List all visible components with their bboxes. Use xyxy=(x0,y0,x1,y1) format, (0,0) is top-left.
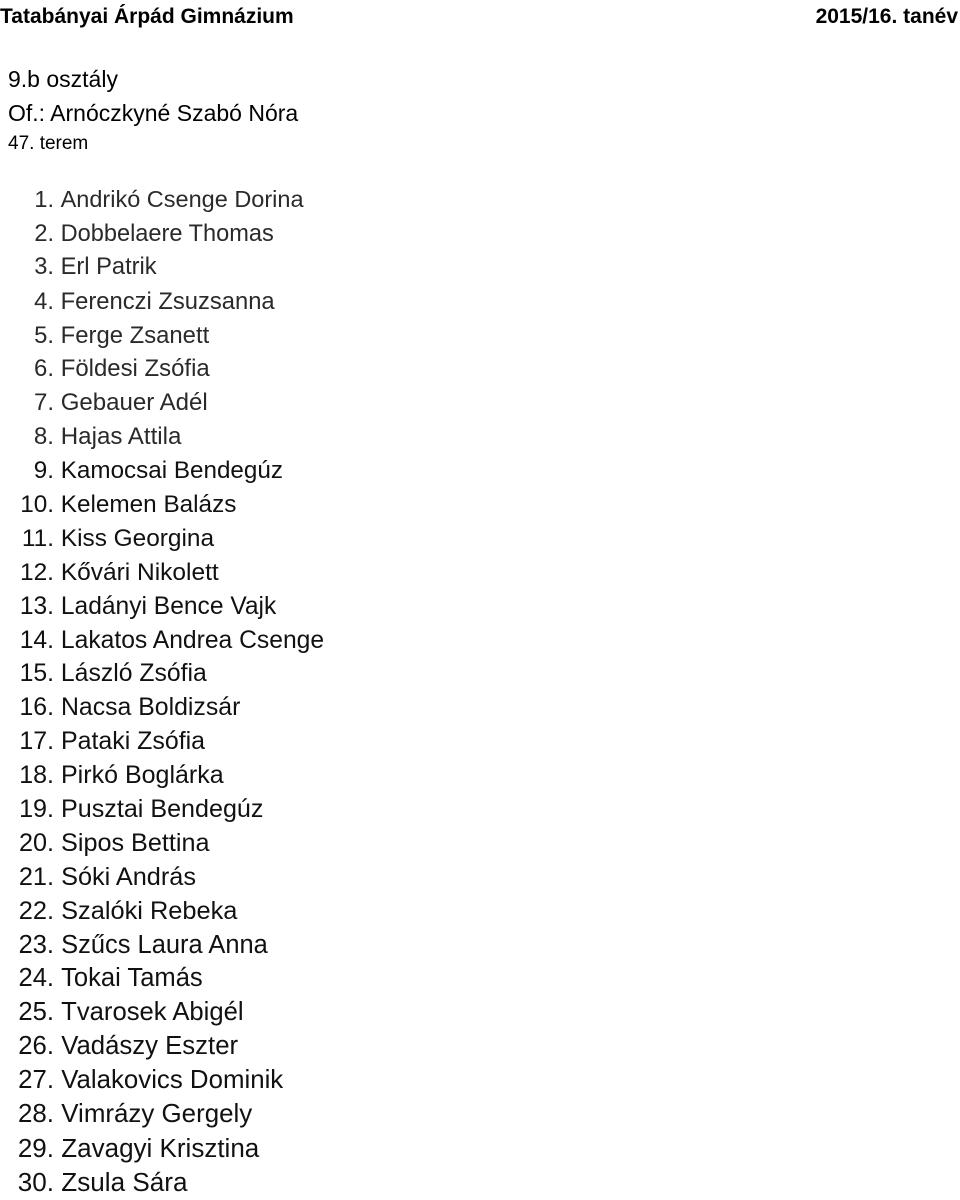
student-number: 21. xyxy=(18,862,54,891)
student-row xyxy=(8,691,324,725)
student-row xyxy=(8,929,324,963)
student-name: Dobbelaere Thomas xyxy=(60,219,274,246)
student-number: 10. xyxy=(20,491,54,519)
student-number: 12. xyxy=(19,558,54,586)
student-row xyxy=(8,386,324,420)
student-name: Zavagyi Krisztina xyxy=(61,1132,260,1163)
student-row xyxy=(8,420,324,454)
class-teacher: Of.: Arnóczkyné Szabó Nóra xyxy=(8,100,299,126)
student-name: Ferenczi Zsuzsanna xyxy=(60,287,275,315)
student-name: Vadászy Eszter xyxy=(61,1032,239,1061)
student-name: Sóki András xyxy=(61,862,196,891)
student-row xyxy=(8,657,324,691)
student-row xyxy=(8,861,324,895)
student-name: Vimrázy Gergely xyxy=(61,1100,253,1129)
student-row xyxy=(8,183,324,217)
student-name: Ladányi Bence Vajk xyxy=(60,592,277,620)
student-row xyxy=(8,556,324,590)
student-name: Kővári Nikolett xyxy=(60,558,219,586)
student-row xyxy=(8,996,324,1030)
student-name: Tvarosek Abigél xyxy=(61,998,244,1027)
student-list xyxy=(8,183,324,1200)
student-number: 16. xyxy=(19,694,54,722)
student-name: Tokai Tamás xyxy=(61,964,203,993)
student-row xyxy=(8,1098,324,1132)
student-number: 28. xyxy=(17,1100,54,1129)
student-row xyxy=(8,1132,324,1166)
student-name: Zsula Sára xyxy=(61,1166,188,1197)
student-number: 14. xyxy=(19,626,54,654)
student-number: 22. xyxy=(18,896,54,925)
student-number: 3. xyxy=(34,253,54,280)
student-row xyxy=(8,793,324,827)
class-info xyxy=(8,62,298,158)
student-name: Pusztai Bendegúz xyxy=(61,795,264,824)
student-number: 25. xyxy=(18,998,54,1027)
student-name: Andrikó Csenge Dorina xyxy=(60,186,304,212)
student-number: 7. xyxy=(33,389,54,417)
student-row xyxy=(8,352,324,386)
student-number: 6. xyxy=(34,355,54,383)
student-row xyxy=(8,759,324,793)
student-row xyxy=(8,251,324,285)
student-row xyxy=(8,1166,324,1200)
student-row xyxy=(8,1064,324,1098)
student-name: Kelemen Balázs xyxy=(60,491,237,519)
student-number: 29. xyxy=(17,1132,54,1163)
student-row xyxy=(8,488,324,522)
student-number: 19. xyxy=(19,795,54,824)
student-number: 1. xyxy=(34,186,54,212)
student-row xyxy=(8,725,324,759)
student-name: Erl Patrik xyxy=(60,253,157,280)
student-row xyxy=(8,217,324,251)
school-year: 2015/16. tanév xyxy=(815,5,958,28)
page-header xyxy=(0,4,958,30)
student-name: Kiss Georgina xyxy=(60,524,215,552)
student-name: Ferge Zsanett xyxy=(60,321,210,349)
student-number: 15. xyxy=(19,660,54,688)
student-row xyxy=(8,962,324,996)
student-name: Hajas Attila xyxy=(60,423,182,451)
student-number: 26. xyxy=(18,1032,54,1061)
student-number: 18. xyxy=(19,761,54,790)
student-row xyxy=(8,895,324,929)
student-name: Kamocsai Bendegúz xyxy=(60,457,283,485)
student-number: 27. xyxy=(18,1066,54,1095)
student-number: 13. xyxy=(19,592,54,620)
student-name: László Zsófia xyxy=(60,660,207,688)
student-name: Szűcs Laura Anna xyxy=(61,930,268,959)
student-number: 8. xyxy=(33,423,54,451)
student-number: 30. xyxy=(17,1166,54,1197)
student-number: 5. xyxy=(34,321,54,349)
class-room: 47. terem xyxy=(8,133,89,154)
student-row xyxy=(8,454,324,488)
student-row xyxy=(8,590,324,624)
student-name: Lakatos Andrea Csenge xyxy=(60,626,325,654)
student-name: Valakovics Dominik xyxy=(61,1066,284,1095)
student-number: 20. xyxy=(18,828,54,857)
student-number: 23. xyxy=(18,930,54,959)
student-row xyxy=(8,624,324,658)
student-name: Gebauer Adél xyxy=(60,389,208,417)
student-number: 11. xyxy=(21,524,54,552)
student-name: Sipos Bettina xyxy=(61,828,210,857)
school-name: Tatabányai Árpád Gimnázium xyxy=(0,5,294,28)
class-name: 9.b osztály xyxy=(8,66,118,92)
student-number: 9. xyxy=(33,457,54,485)
student-number: 4. xyxy=(34,287,54,315)
student-name: Pirkó Boglárka xyxy=(61,761,224,790)
student-name: Pataki Zsófia xyxy=(60,727,206,756)
student-row xyxy=(8,827,324,861)
student-name: Szalóki Rebeka xyxy=(61,896,238,925)
student-number: 2. xyxy=(34,219,54,246)
student-row xyxy=(8,1030,324,1064)
student-row xyxy=(8,285,324,319)
student-row xyxy=(8,319,324,353)
student-number: 17. xyxy=(19,727,54,756)
student-name: Nacsa Boldizsár xyxy=(60,694,241,722)
student-number: 24. xyxy=(18,964,54,993)
student-row xyxy=(8,522,324,556)
student-name: Földesi Zsófia xyxy=(60,355,210,383)
